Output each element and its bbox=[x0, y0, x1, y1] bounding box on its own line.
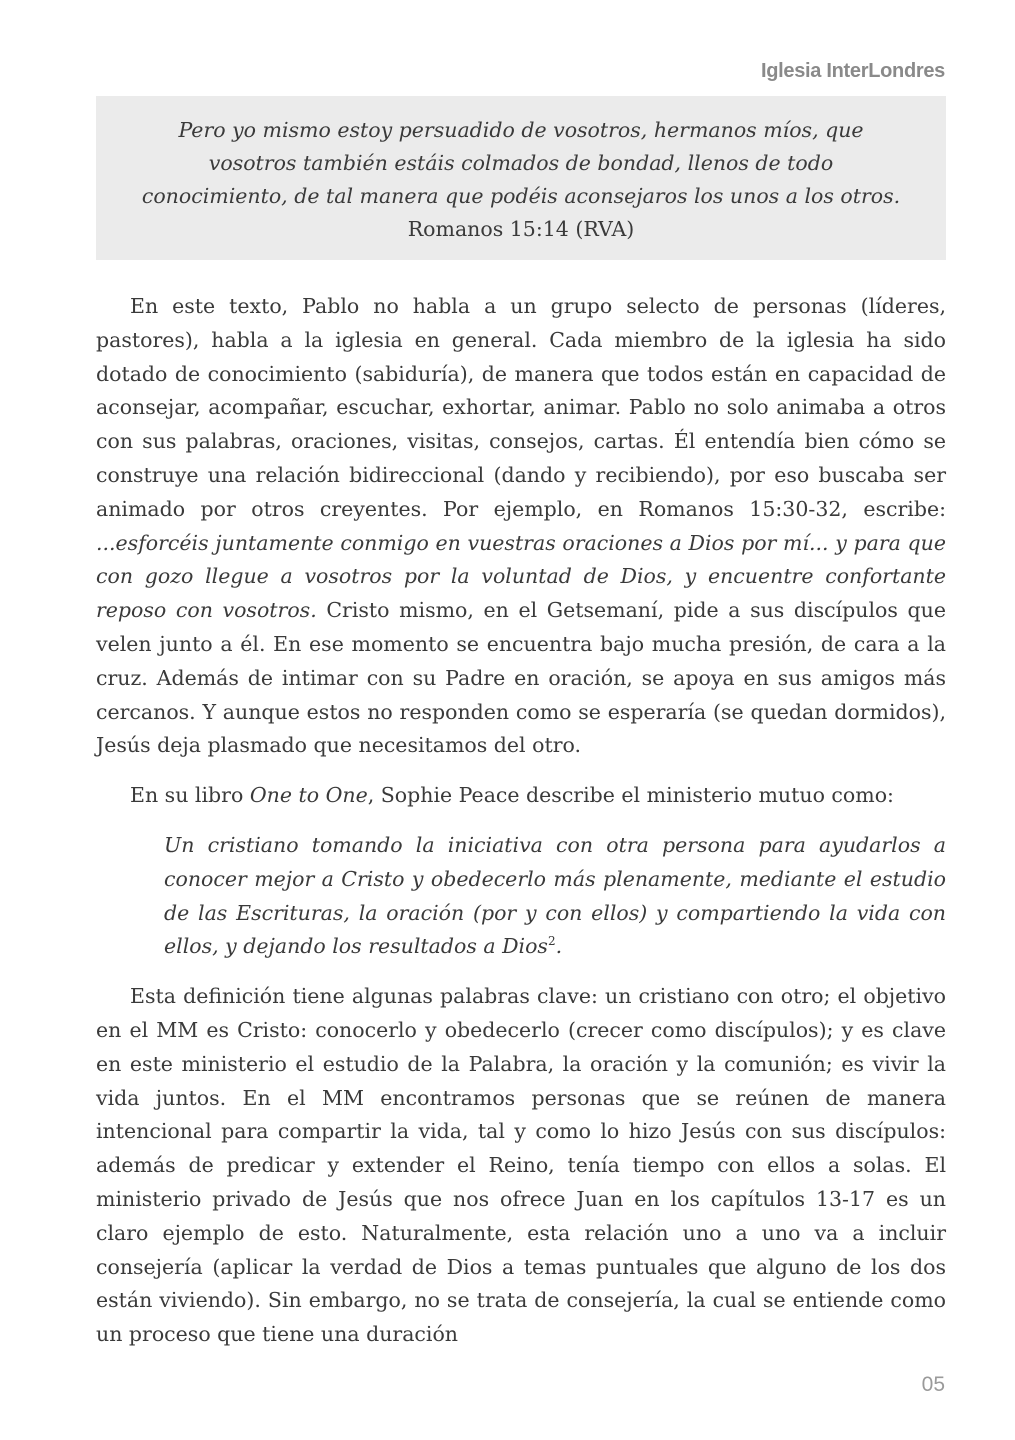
inline-scripture-quote: ...esforcéis juntamente conmigo en vuestras oraciones a Dios por mí... y para que con gozo llegue a vosotros por la voluntad de Dios, y encuentre confortante reposo con vosotros. bbox=[96, 530, 946, 623]
page-number: 05 bbox=[921, 1373, 945, 1396]
body-text bbox=[96, 290, 946, 1352]
epigraph-text: Pero yo mismo estoy persuadido de vosotros, hermanos míos, que vosotros también estáis colmados de bondad, llenos de todo conocimiento, de tal manera que podéis aconsejaros los unos a los otros. bbox=[141, 118, 901, 208]
paragraph-3: Esta definición tiene algunas palabras clave: un cristiano con otro; el objetivo en el MM es Cristo: conocerlo y obedecerlo (crecer como discípulos); y es clave en este ministerio el estudio de la Palabra, la oración y la comunión; es vivir la vida juntos. En el MM encontramos personas que se reúnen de manera intencional para compartir la vida, tal y como lo hizo Jesús con sus discípulos: además de predicar y extender el Reino, tenía tiempo con ellos a solas. El ministerio privado de Jesús que nos ofrece Juan en los capítulos 13-17 es un claro ejemplo de esto. Naturalmente, esta relación uno a uno va a incluir consejería (aplicar la verdad de Dios a temas puntuales que alguno de los dos están viviendo). Sin embargo, no se trata de consejería, la cual se entiende como un proceso que tiene una duración bbox=[96, 984, 946, 1347]
running-header: Iglesia InterLondres bbox=[760, 60, 945, 82]
blockquote-text: Un cristiano tomando la iniciativa con otra persona para ayudarlos a conocer mejor a Cristo y obedecerlo más plenamente, mediante el estudio de las Escrituras, la oración (por y con ellos) y compartiendo la vida con ellos, y dejando los resultados a Dios bbox=[164, 832, 946, 959]
paragraph-1-part-2: Cristo mismo, en el Getsemaní, pide a sus discípulos que velen junto a él. En ese momento se encuentra bajo mucha presión, de cara a la cruz. Además de intimar con su Padre en oración, se apoya en sus amigos más cercanos. Y aunque estos no responden como se esperaría (se quedan dormidos), Jesús deja plasmado que necesitamos del otro. bbox=[96, 598, 946, 758]
paragraph-1-part-1: En este texto, Pablo no habla a un grupo selecto de personas (líderes, pastores), habla a la iglesia en general. Cada miembro de la iglesia ha sido dotado de conocimiento (sabiduría), de manera que todos están en capacidad de aconsejar, acompañar, escuchar, exhortar, animar. Pablo no solo animaba a otros con sus palabras, oraciones, visitas, consejos, cartas. Él entendía bien cómo se construye una relación bidireccional (dando y recibiendo), por eso buscaba ser animado por otros creyentes. Por ejemplo, en Romanos 15:30-32, escribe: bbox=[96, 294, 946, 521]
paragraph-1 bbox=[96, 290, 946, 763]
book-title: One to One bbox=[249, 783, 368, 808]
epigraph-reference: Romanos 15:14 (RVA) bbox=[407, 217, 635, 241]
footnote-marker: 2 bbox=[547, 934, 556, 949]
paragraph-2-after: , Sophie Peace describe el ministerio mutuo como: bbox=[367, 783, 894, 808]
paragraph-2 bbox=[96, 779, 946, 813]
paragraph-2-before: En su libro bbox=[130, 783, 250, 808]
blockquote-end: . bbox=[555, 934, 563, 959]
definition-blockquote bbox=[164, 829, 946, 964]
epigraph-box bbox=[96, 96, 946, 260]
